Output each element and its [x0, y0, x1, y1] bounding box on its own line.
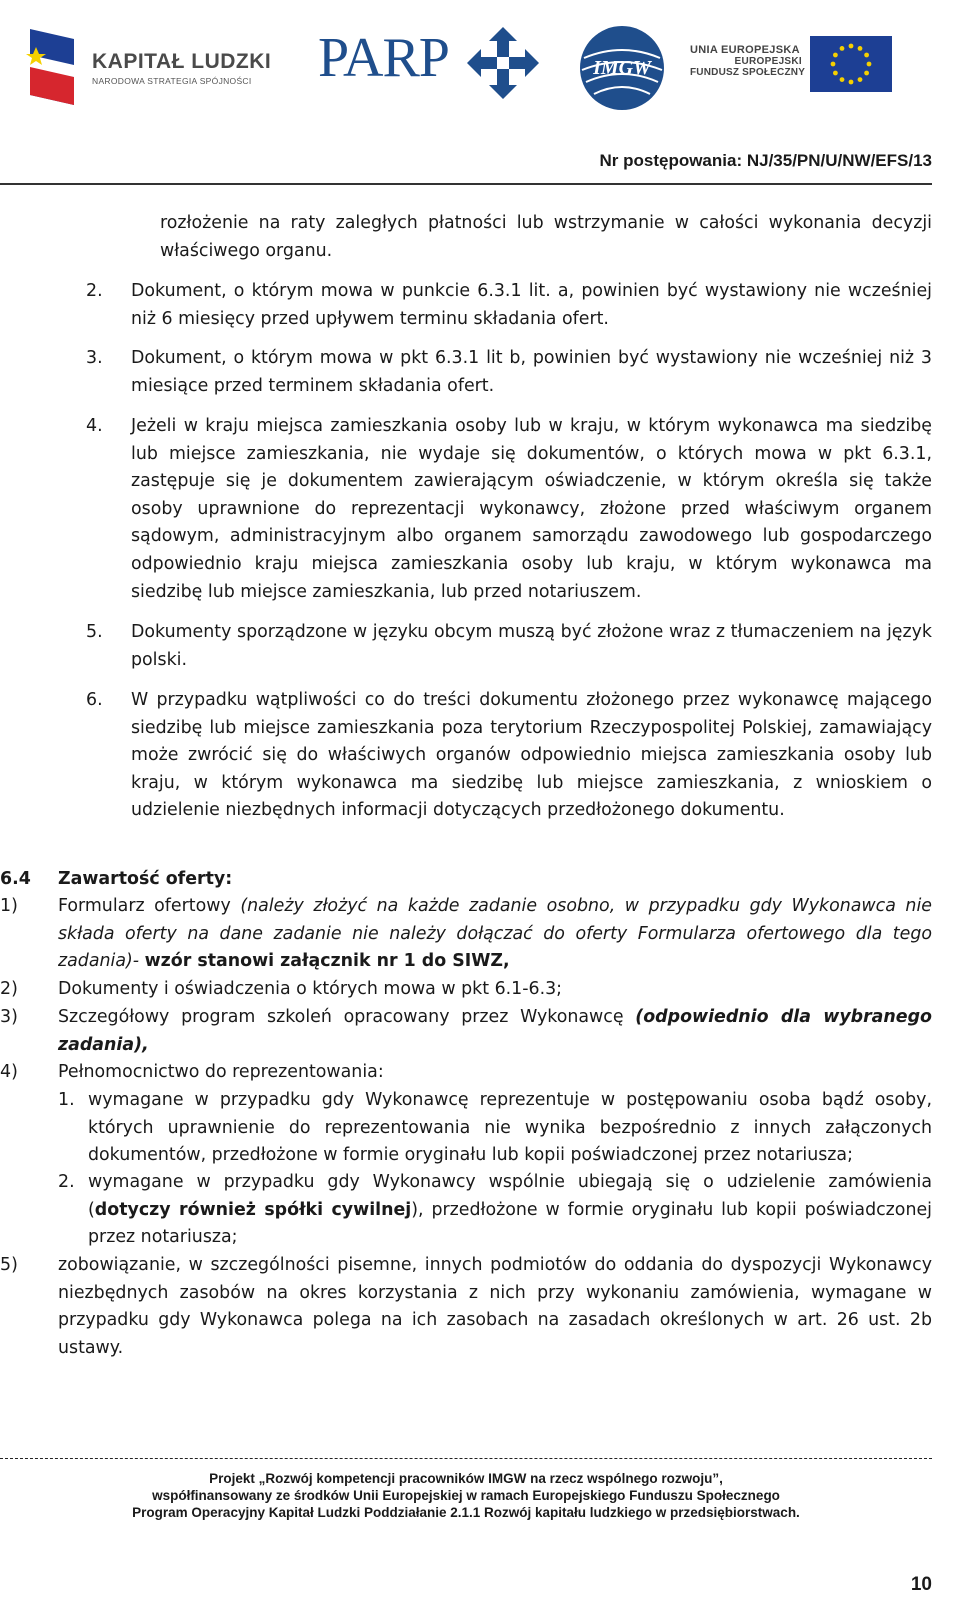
footer-line-3: Program Operacyjny Kapitał Ludzki Poddziałanie 2.1.1 Rozwój kapitału ludzkiego w przedsiębiorstwach.: [132, 1505, 800, 1520]
offer-item-text: Pełnomocnictwo do reprezentowania:: [58, 1062, 384, 1082]
ue-logo-text: [690, 44, 805, 78]
offer-item-number: 5): [0, 1255, 18, 1275]
offer-item-bold: wzór stanowi załącznik nr 1 do SIWZ,: [144, 951, 510, 972]
list-item-number: 4.: [86, 416, 103, 436]
list-item-text: Jeżeli w kraju miejsca zamieszkania osoby lub w kraju, w którym wykonawca ma siedzibę lub miejsce zamieszkania, nie wydaje się dokumentów, o których mowa w pkt 6.3.1, zastępuje się je dokumentem zawierającym oświadczenie, w którym określa się także osoby uprawnione do reprezentacji wykonawcy, złożone przed właściwym organem sądowym, administracyjnym albo organem samorządu zawodowego lub gospodarczego odpowiednio kraju miejsca zamieszkania osoby lub kraju, w którym wykonawca ma siedzibę lub miejsce zamieszkania, lub przed notariuszem.: [131, 416, 932, 602]
footer: [0, 1470, 932, 1521]
kapital-ludzki-subtitle: NARODOWA STRATEGIA SPÓJNOŚCI: [92, 76, 252, 86]
offer-item-italic-note: (należy złożyć na każde zadanie osobno, w przypadku gdy Wykonawca nie składa oferty na dane zadanie nie należy dołączać do oferty Formularza ofertowego dla tego zadania): [58, 896, 932, 972]
list-item-number: 6.: [86, 690, 103, 710]
page-number: 10: [910, 1574, 932, 1595]
parp-logo-text: PARP: [318, 27, 449, 89]
ue-line-3: FUNDUSZ SPOŁECZNY: [690, 67, 806, 78]
offer-item-plain: Szczegółowy program szkoleń opracowany przez Wykonawcę: [58, 1007, 636, 1027]
kapital-ludzki-flag-icon: [26, 25, 78, 107]
continuation-paragraph: rozłożenie na raty zaległych płatności lub wstrzymanie w całości wykonania decyzji właściwego organu.: [160, 213, 932, 261]
section-number: 6.4: [0, 869, 31, 889]
list-item-number: 2.: [86, 281, 103, 301]
ue-line-1: UNIA EUROPEJSKA: [690, 44, 800, 56]
list-item-number: 5.: [86, 622, 103, 642]
sub-list-item-text: [88, 1169, 932, 1252]
offer-item-text: [58, 1004, 932, 1059]
list-item-text: Dokumenty sporządzone w języku obcym muszą być złożone wraz z tłumaczeniem na język polski.: [131, 622, 932, 670]
offer-item: [0, 1059, 932, 1087]
list-item: [86, 687, 932, 825]
offer-item: [0, 1252, 932, 1362]
section-heading: [0, 866, 932, 894]
offer-item: [0, 1004, 932, 1059]
imgw-logo-text: IMGW: [593, 57, 651, 79]
parp-arrows-icon: [465, 25, 541, 101]
offer-item-number: 3): [0, 1007, 18, 1027]
sub-list-item: [58, 1087, 932, 1170]
footer-divider: [0, 1458, 932, 1459]
sub-list-item: [58, 1169, 932, 1252]
kapital-ludzki-title: KAPITAŁ LUDZKI: [92, 50, 272, 73]
list-item-text: Dokument, o którym mowa w pkt 6.3.1 lit b, powinien być wystawiony nie wcześniej niż 3 miesiące przed terminem składania ofert.: [131, 348, 932, 396]
offer-item-plain: Formularz ofertowy: [58, 896, 241, 916]
case-number: Nr postępowania: NJ/35/PN/U/NW/EFS/13: [599, 151, 932, 170]
list-item: [86, 413, 932, 606]
offer-item-bold-italic: (odpowiednio dla wybranego zadania),: [58, 1007, 932, 1055]
ue-line-2: EUROPEJSKI: [734, 56, 802, 67]
sub-list-item-pre: wymagane w przypadku gdy Wykonawcy wspólnie ubiegają się o udzielenie zamówienia (: [88, 1172, 932, 1220]
list-item-text: Dokument, o którym mowa w punkcie 6.3.1 lit. a, powinien być wystawiony nie wcześniej niż 6 miesięcy przed upływem terminu składania ofert.: [131, 281, 932, 329]
sub-list-item-number: 2.: [58, 1172, 75, 1192]
list-item: [86, 278, 932, 333]
offer-item: [0, 976, 932, 1004]
sub-list-item-number: 1.: [58, 1090, 75, 1110]
offer-item-number: 1): [0, 896, 18, 916]
offer-item-text: Dokumenty i oświadczenia o których mowa w pkt 6.1-6.3;: [58, 979, 563, 999]
list-item-text: W przypadku wątpliwości co do treści dokumentu złożonego przez wykonawcę mającego siedzibę lub miejsce zamieszkania poza terytorium Rzeczypospolitej Polskiej, zamawiający może zwrócić się do właściwych organów odpowiednio miejsca zamieszkania osoby lub kraju, w którym wykonawca ma siedzibę lub miejsce zamieszkania, z wnioskiem o udzielenie niezbędnych informacji dotyczących przedłożonego dokumentu.: [131, 690, 932, 821]
offer-item-dash: -: [132, 951, 145, 972]
list-item: [86, 345, 932, 400]
imgw-globe-icon: [576, 22, 668, 114]
offer-item-text: [58, 893, 932, 976]
eu-flag-icon: [810, 36, 892, 92]
offer-item-text: zobowiązanie, w szczególności pisemne, innych podmiotów do oddania do dyspozycji Wykonawcy niezbędnych zasobów na okres korzystania z nich przy wykonaniu zamówienia, wymagane w przypadku gdy Wykonawca polega na ich zasobach na zasadach określonych w art. 26 ust. 2b ustawy.: [58, 1255, 932, 1358]
sub-list-item-post: ), przedłożone w formie oryginału lub kopii poświadczonej przez notariusza;: [88, 1199, 933, 1248]
sub-list-item-bold: dotyczy również spółki cywilnej: [94, 1199, 412, 1220]
sub-list-item-text: wymagane w przypadku gdy Wykonawcę reprezentuje w postępowaniu osoba bądź osoby, których uprawnienie do reprezentowania nie wynika bezpośrednio z innych załączonych dokumentów, przedłożone w formie oryginału lub kopii poświadczonej przez notariusza;: [88, 1090, 932, 1166]
header-divider: [0, 183, 932, 185]
list-item: [86, 619, 932, 674]
kapital-ludzki-logo: [92, 50, 271, 86]
offer-item-number: 4): [0, 1062, 18, 1082]
footer-line-1: Projekt „Rozwój kompetencji pracowników IMGW na rzecz wspólnego rozwoju”,: [209, 1471, 723, 1486]
section-title: Zawartość oferty:: [58, 869, 233, 889]
offer-item-number: 2): [0, 979, 18, 999]
footer-line-2: współfinansowany ze środków Unii Europejskiej w ramach Europejskiego Funduszu Społecznego: [152, 1488, 780, 1503]
offer-item: [0, 893, 932, 976]
list-item-number: 3.: [86, 348, 103, 368]
header-logos: [0, 0, 960, 120]
